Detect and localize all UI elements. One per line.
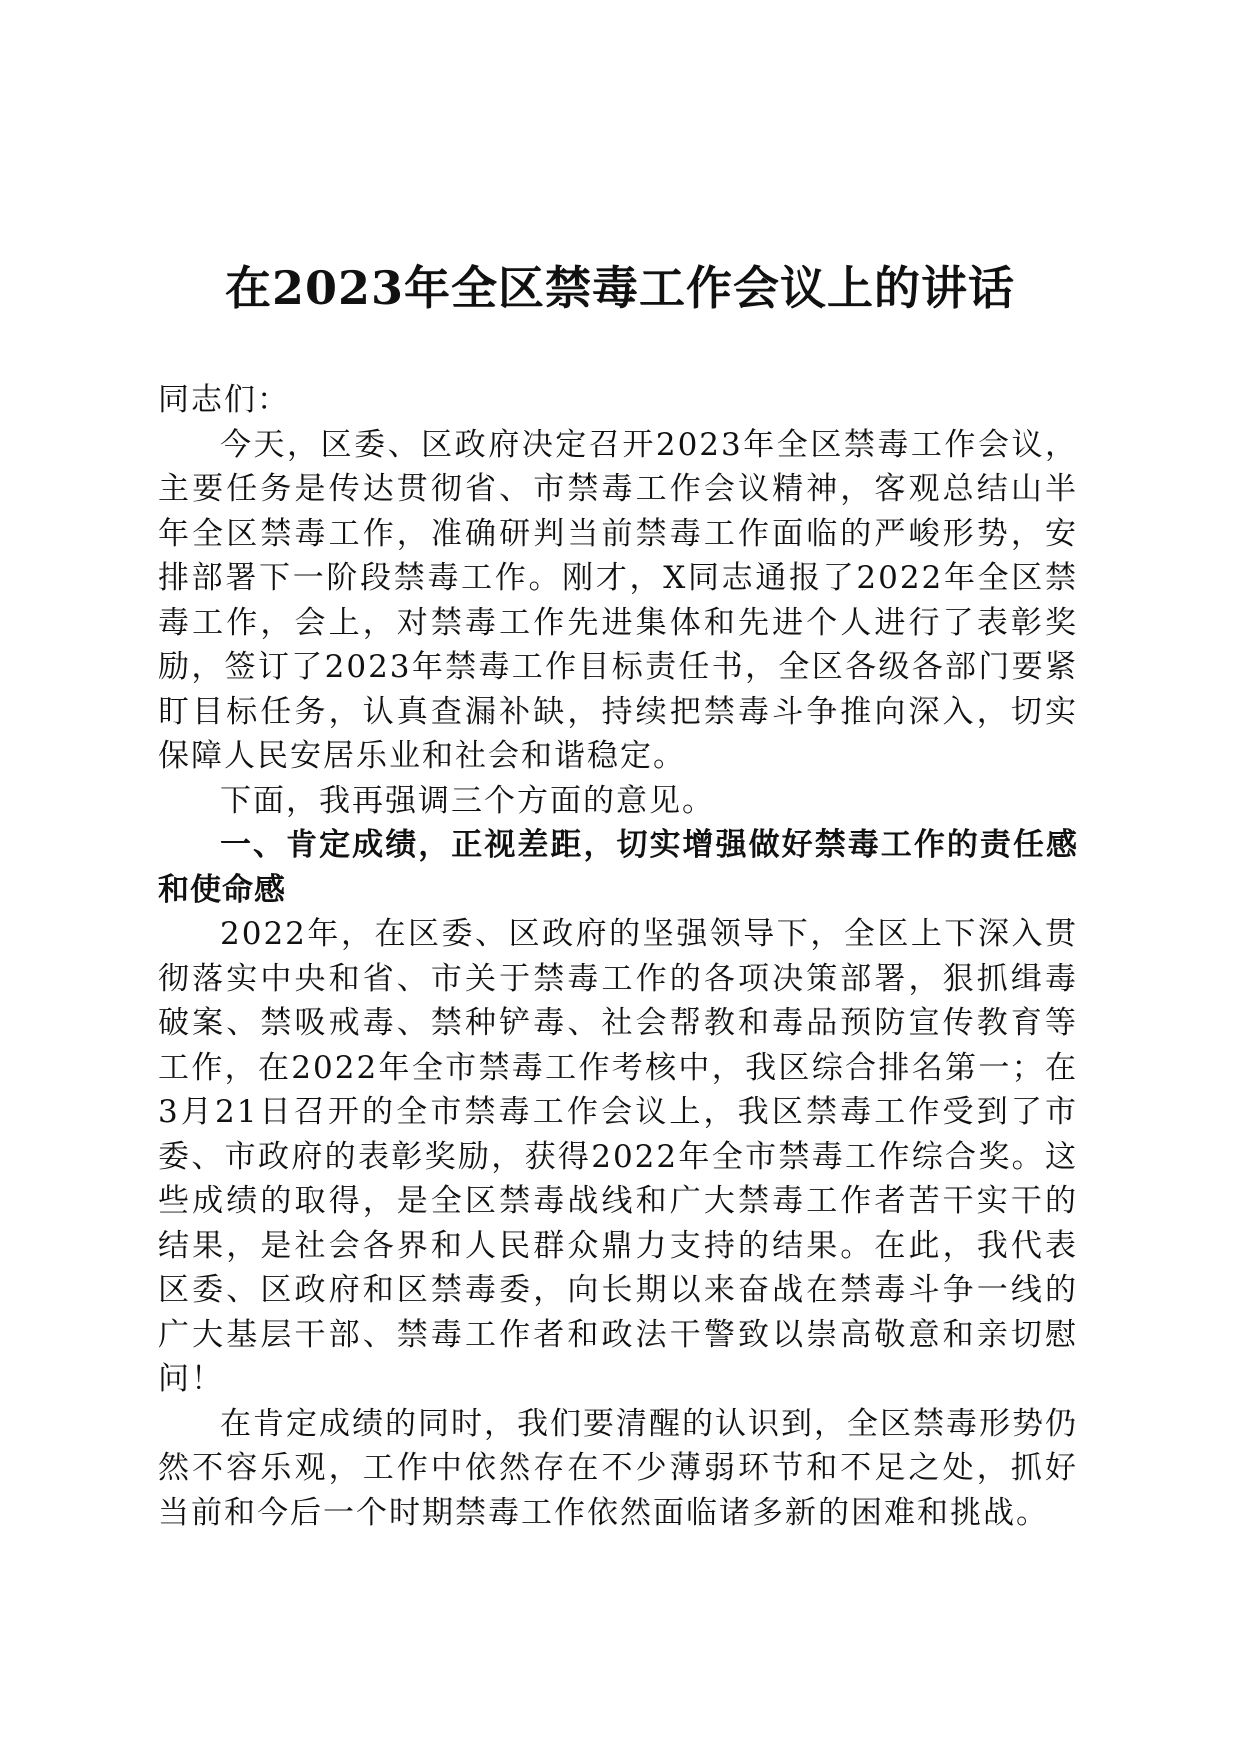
document-body: [158, 378, 1078, 1535]
paragraph-opening: 今天，区委、区政府决定召开2023年全区禁毒工作会议，主要任务是传达贯彻省、市禁毒工作会议精神，客观总结山半年全区禁毒工作，准确研判当前禁毒工作面临的严峻形势，安排部署下一阶段禁毒工作。刚才，X同志通报了2022年全区禁毒工作，会上，对禁毒工作先进集体和先进个人进行了表彰奖励，签订了2023年禁毒工作目标责任书，全区各级各部门要紧盯目标任务，认真查漏补缺，持续把禁毒斗争推向深入，切实保障人民安居乐业和社会和谐稳定。: [158, 426, 1078, 774]
paragraph-challenges: 在肯定成绩的同时，我们要清醒的认识到，全区禁毒形势仍然不容乐观，工作中依然存在不少薄弱环节和不足之处，抓好当前和今后一个时期禁毒工作依然面临诸多新的困难和挑战。: [158, 1405, 1078, 1531]
paragraph-transition: 下面，我再强调三个方面的意见。: [220, 782, 715, 819]
paragraph-achievements: 2022年，在区委、区政府的坚强领导下，全区上下深入贯彻落实中央和省、市关于禁毒工作的各项决策部署，狠抓缉毒破案、禁吸戒毒、禁种铲毒、社会帮教和毒品预防宣传教育等工作，在2022年全市禁毒工作考核中，我区综合排名第一；在3月21日召开的全市禁毒工作会议上，我区禁毒工作受到了市委、市政府的表彰奖励，获得2022年全市禁毒工作综合奖。这些成绩的取得，是全区禁毒战线和广大禁毒工作者苦干实干的结果，是社会各界和人民群众鼎力支持的结果。在此，我代表区委、区政府和区禁毒委，向长期以来奋战在禁毒斗争一线的广大基层干部、禁毒工作者和政法干警致以崇高敬意和亲切慰问！: [158, 916, 1078, 1397]
salutation: 同志们：: [158, 382, 290, 418]
section-heading: 一、肯定成绩，正视差距，切实增强做好禁毒工作的责任感和使命感: [158, 827, 1078, 908]
document-title: 在2023年全区禁毒工作会议上的讲话: [224, 261, 1016, 315]
